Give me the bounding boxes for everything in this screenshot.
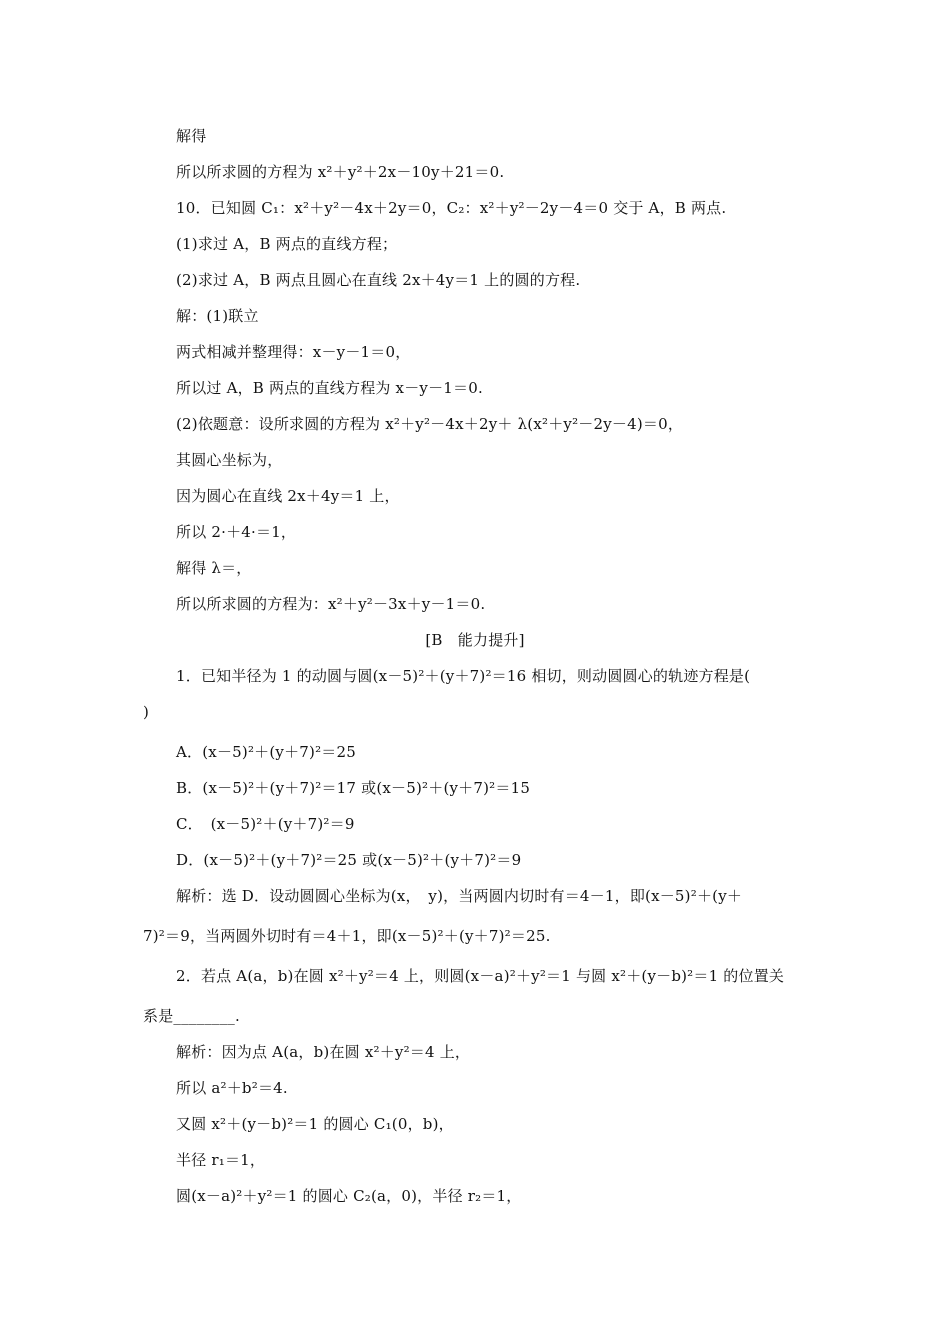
solution-part-2-setup: (2)依题意：设所求圆的方程为 x²＋y²－4x＋2y＋ λ(x²＋y²－2y－4)＝0， [176,415,684,433]
option-b: B．(x－5)²＋(y＋7)²＝17 或(x－5)²＋(y＋7)²＝15 [176,779,531,797]
solution-center-on-line: 因为圆心在直线 2x＋4y＝1 上， [176,487,400,505]
option-a: A．(x－5)²＋(y＋7)²＝25 [176,743,356,761]
problem-b1-statement-end: ) [143,703,150,721]
problem-b2-center-c1: 又圆 x²＋(y－b)²＝1 的圆心 C₁(0，b)， [176,1115,454,1133]
solution-center-coordinates: 其圆心坐标为， [176,451,283,469]
problem-10-part-2: (2)求过 A，B 两点且圆心在直线 2x＋4y＝1 上的圆的方程. [176,271,581,289]
solution-lambda: 解得 λ＝， [176,559,252,577]
solution-start: 解：(1)联立 [176,307,259,325]
problem-b2-center-c2: 圆(x－a)²＋y²＝1 的圆心 C₂(a，0)，半径 r₂＝1， [176,1187,522,1205]
problem-10-statement: 10．已知圆 C₁：x²＋y²－4x＋2y＝0，C₂：x²＋y²－2y－4＝0 交于 A，B 两点. [176,199,727,217]
problem-b2-statement-end: 系是________. [143,1007,240,1025]
solution-line-ab: 所以过 A，B 两点的直线方程为 x－y－1＝0. [176,379,483,397]
problem-b1-statement: 1．已知半径为 1 的动圆与圆(x－5)²＋(y＋7)²＝16 相切，则动圆圆心的轨迹方程是( [176,667,751,685]
text-line-circle-equation-answer: 所以所求圆的方程为 x²＋y²＋2x－10y＋21＝0. [176,163,505,181]
solution-final-equation: 所以所求圆的方程为：x²＋y²－3x＋y－1＝0. [176,595,486,613]
problem-b1-analysis: 解析：选 D．设动圆圆心坐标为(x， y)，当两圆内切时有＝4－1，即(x－5)²＋(y＋ [176,887,743,905]
solution-subtract: 两式相减并整理得：x－y－1＝0， [176,343,411,361]
option-c: C． (x－5)²＋(y＋7)²＝9 [176,815,355,833]
problem-b2-radius-r1: 半径 r₁＝1， [176,1151,266,1169]
section-heading: [B 能力提升] [425,631,525,649]
problem-b1-analysis-cont: 7)²＝9，当两圆外切时有＝4＋1，即(x－5)²＋(y＋7)²＝25. [143,927,551,945]
solution-substitute: 所以 2·＋4·＝1， [176,523,297,541]
problem-b2-sum-squares: 所以 a²＋b²＝4. [176,1079,288,1097]
problem-b2-statement: 2．若点 A(a，b)在圆 x²＋y²＝4 上，则圆(x－a)²＋y²＝1 与圆 x²＋(y－b)²＝1 的位置关 [176,967,785,985]
text-line-solve-result: 解得 [176,127,207,145]
problem-b2-analysis: 解析：因为点 A(a，b)在圆 x²＋y²＝4 上， [176,1043,471,1061]
problem-10-part-1: (1)求过 A，B 两点的直线方程； [176,235,398,253]
option-d: D．(x－5)²＋(y＋7)²＝25 或(x－5)²＋(y＋7)²＝9 [176,851,522,869]
